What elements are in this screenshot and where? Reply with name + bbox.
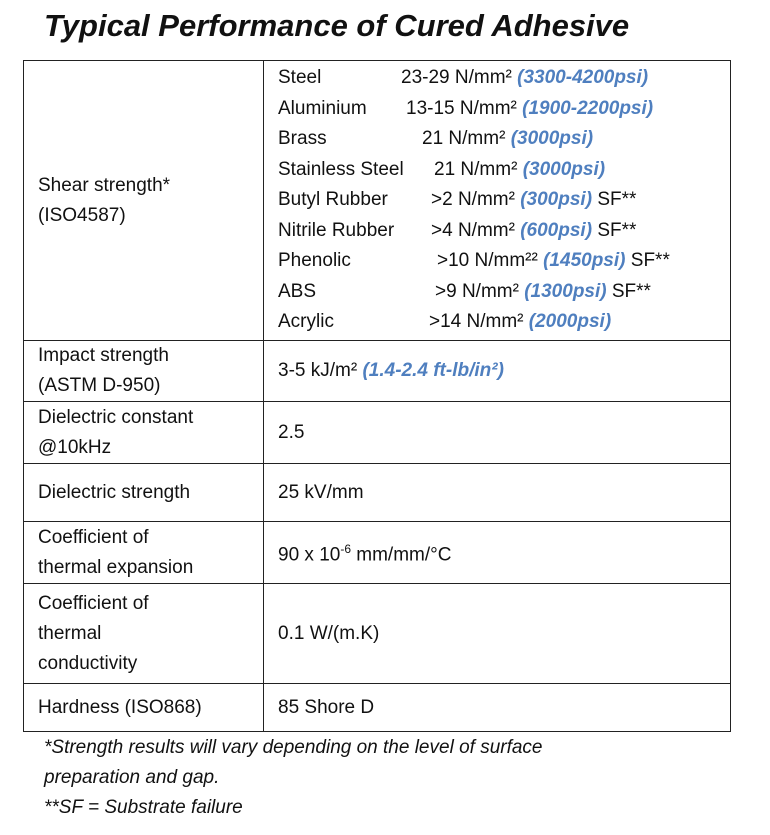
material-name: Steel: [278, 67, 322, 88]
property-label-cont: conductivity: [38, 652, 138, 674]
property-label: Coefficient of: [38, 592, 149, 614]
material-value: 13-15 N/mm²: [406, 97, 517, 119]
material-value: >14 N/mm²: [429, 311, 524, 332]
value-unit: mm/mm/°C: [351, 544, 452, 566]
table-row: [24, 341, 731, 402]
property-label: Impact strength: [38, 345, 169, 366]
table-row: [24, 61, 731, 341]
value-cell: 25 kV/mm: [264, 464, 731, 522]
property-condition: @10kHz: [38, 436, 112, 458]
material-psi: (1900-2200psi): [522, 97, 654, 119]
material-name: Acrylic: [278, 311, 334, 332]
material-value-group: [431, 185, 636, 215]
material-row: [278, 246, 730, 277]
property-label: Shear strength*: [38, 174, 171, 196]
footnotes: [44, 733, 543, 823]
material-psi: (600psi): [520, 219, 593, 241]
property-cell: [24, 61, 264, 341]
material-note: SF**: [611, 280, 651, 302]
material-value-group: [434, 155, 605, 185]
table-row: [24, 464, 731, 522]
material-value-group: [422, 124, 593, 154]
property-label-cont: thermal: [38, 622, 102, 644]
material-name: Phenolic: [278, 250, 351, 271]
value-cell: 2.5: [264, 402, 731, 464]
value: 90 x 10: [278, 544, 341, 566]
property-label: Coefficient of: [38, 526, 149, 548]
footnote: **SF = Substrate failure: [44, 797, 243, 818]
material-row: [278, 216, 730, 247]
footnote: *Strength results will vary depending on the level of surface: [44, 737, 543, 758]
material-name: Butyl Rubber: [278, 189, 388, 210]
material-psi: (2000psi): [528, 311, 612, 332]
material-value: 21 N/mm²: [434, 158, 518, 180]
value-cell: 85 Shore D: [264, 684, 731, 732]
material-name: ABS: [278, 280, 317, 302]
table-row: [24, 522, 731, 584]
material-psi: (1450psi): [543, 250, 626, 271]
material-name: Brass: [278, 128, 327, 149]
material-name: Nitrile Rubber: [278, 219, 395, 241]
material-row: [278, 155, 730, 186]
material-row: [278, 185, 730, 216]
material-value-group: [429, 307, 611, 337]
material-value: 21 N/mm²: [422, 128, 506, 149]
material-row: [278, 277, 730, 308]
material-value-group: [437, 246, 670, 276]
property-label-cont: thermal expansion: [38, 556, 194, 578]
material-psi: (3300-4200psi): [517, 67, 649, 88]
material-value-group: [431, 216, 636, 246]
material-psi: (3000psi): [522, 158, 606, 180]
material-value: 23-29 N/mm²: [401, 67, 512, 88]
table-row: [24, 684, 731, 732]
material-value-group: [401, 63, 648, 93]
footnote: preparation and gap.: [44, 767, 220, 788]
value: 3-5 kJ/m²: [278, 360, 358, 381]
material-value: >9 N/mm²: [435, 280, 519, 302]
property-label: Dielectric strength: [24, 464, 264, 522]
value-exponent: -6: [340, 542, 351, 557]
value-cell: [264, 522, 731, 584]
material-value-group: [406, 94, 653, 124]
table-row: [24, 584, 731, 684]
property-cell: [24, 522, 264, 584]
property-label: Dielectric constant: [38, 406, 194, 428]
table-row: [24, 402, 731, 464]
material-note: SF**: [597, 219, 637, 241]
property-cell: [24, 584, 264, 684]
material-psi: (300psi): [520, 189, 593, 210]
material-name: Aluminium: [278, 97, 367, 119]
property-standard: (ISO4587): [38, 204, 126, 226]
material-psi: (1300psi): [524, 280, 607, 302]
material-row: [278, 63, 730, 94]
material-value-group: [435, 277, 651, 307]
property-cell: [24, 341, 264, 402]
material-value: >4 N/mm²: [431, 219, 515, 241]
page-title: Typical Performance of Cured Adhesive: [44, 8, 630, 43]
material-value: >10 N/mm²²: [437, 250, 538, 271]
property-cell: [24, 402, 264, 464]
value-imperial: (1.4-2.4 ft-lb/in²): [362, 360, 504, 381]
value-cell: 0.1 W/(m.K): [264, 584, 731, 684]
value-cell: [264, 341, 731, 402]
material-row: [278, 124, 730, 155]
property-label: Hardness (ISO868): [24, 684, 264, 732]
performance-table: [23, 60, 731, 732]
material-note: SF**: [597, 189, 637, 210]
material-row: [278, 94, 730, 125]
material-name: Stainless Steel: [278, 158, 404, 180]
material-note: SF**: [630, 250, 670, 271]
material-row: [278, 307, 730, 338]
property-standard: (ASTM D-950): [38, 375, 161, 396]
material-value: >2 N/mm²: [431, 189, 515, 210]
value-cell: [264, 61, 731, 341]
material-psi: (3000psi): [510, 128, 594, 149]
